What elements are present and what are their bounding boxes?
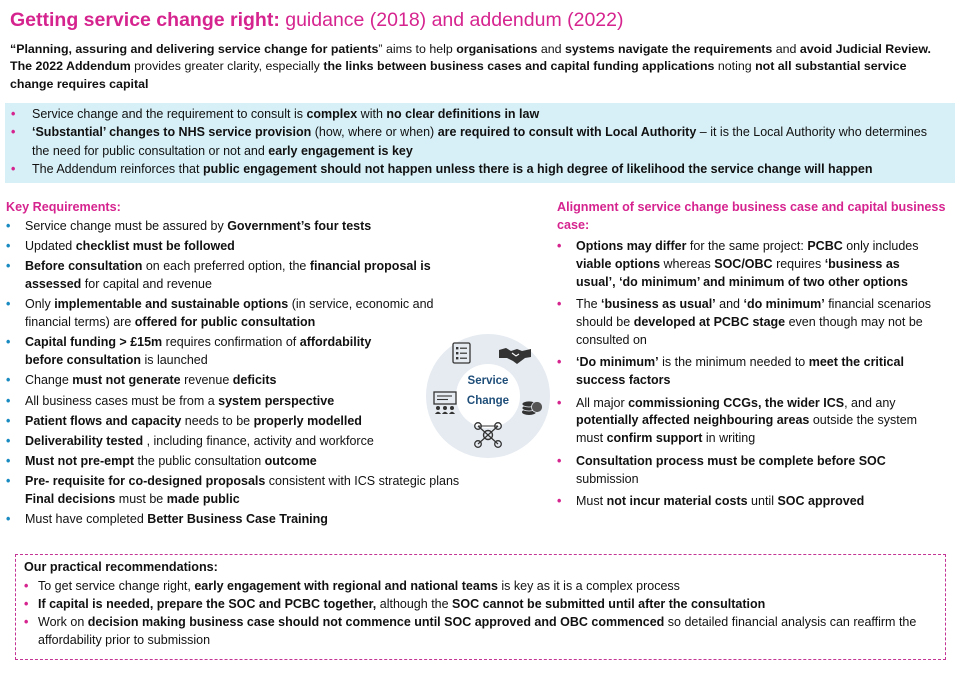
text-run: until [747, 494, 778, 509]
text-run-bold: affordability before consultation [25, 335, 372, 368]
text-run-bold: decision making business case should not commence until SOC approved and OBC commenced [87, 614, 665, 629]
rich-text [576, 454, 886, 486]
text-run: needs to be [181, 413, 254, 428]
text-run: revenue [180, 373, 233, 388]
text-run: requires [772, 256, 825, 271]
text-run: only includes [842, 238, 919, 253]
text-run-bold: ‘Do minimum’ [576, 355, 659, 370]
rich-text [25, 219, 371, 233]
rich-text [576, 355, 904, 387]
text-run: All major [576, 395, 629, 410]
text-run: Change [25, 373, 73, 388]
list-item [557, 453, 907, 489]
rich-text [25, 474, 459, 506]
text-run: , including finance, activity and workforce [143, 433, 374, 448]
rich-text [25, 373, 277, 387]
intro-paragraph [10, 41, 950, 93]
bullet-icon: • [6, 373, 11, 388]
list-item [6, 372, 496, 390]
text-run-bold: offered for public consultation [134, 315, 316, 330]
text-run-bold: ‘do minimum’ [743, 296, 825, 311]
rich-text [25, 512, 328, 526]
list-item [557, 395, 942, 449]
text-run-bold: confirm support [606, 431, 703, 446]
bullet-icon: • [6, 393, 11, 408]
bullet-icon: • [6, 335, 11, 350]
text-run: provides greater clarity, especially [130, 59, 324, 74]
text-run-bold: implementable and sustainable options [54, 297, 289, 312]
text-run: submission [576, 471, 639, 486]
text-run: even though may not be consulted on [576, 314, 923, 347]
bullet-icon: • [557, 296, 562, 311]
bullet-icon: • [557, 238, 562, 253]
list-item [6, 453, 496, 471]
coins-icon [520, 394, 544, 418]
list-item [557, 238, 942, 292]
text-run: consistent with ICS strategic plans [265, 474, 460, 489]
text-run-bold: not all substantial service change requires capital [10, 59, 907, 91]
text-run-bold: made public [166, 492, 240, 507]
text-run: with [357, 107, 387, 121]
text-run-bold: Consultation process must be complete before SOC [576, 453, 886, 468]
text-run: financial scenarios should be [576, 296, 932, 329]
text-run-bold: must not generate [72, 373, 181, 388]
text-run: noting [714, 59, 756, 74]
bullet-icon: • [24, 614, 29, 629]
text-run-bold: checklist must be followed [75, 239, 235, 254]
text-run: Updated [25, 239, 76, 254]
page-title [10, 7, 623, 34]
rich-text [38, 579, 680, 593]
text-run-bold: commissioning CCGs, the wider ICS [628, 395, 845, 410]
text-run: whereas [660, 256, 715, 271]
alignment-heading: Alignment of service change business case and capital business case: [557, 200, 946, 232]
text-run-bold: complex [306, 107, 358, 121]
text-run: and [537, 42, 566, 56]
text-run-bold: financial proposal is assessed [25, 259, 431, 292]
text-run-bold: early engagement with regional and national teams [194, 578, 498, 593]
text-run: and [772, 42, 800, 56]
text-run: Only [25, 297, 55, 312]
text-run: Work on [38, 614, 88, 629]
list-item [6, 433, 496, 451]
text-run-bold: not incur material costs [606, 494, 748, 509]
rich-text [25, 335, 371, 367]
text-run-bold: outcome [264, 454, 317, 469]
bullet-icon: • [11, 125, 16, 140]
text-run-bold: PCBC [807, 238, 843, 253]
text-run: Service change and the requirement to consult is [32, 107, 307, 121]
text-run: The [576, 296, 602, 311]
rich-text [25, 454, 317, 468]
list-item [6, 218, 496, 236]
diagram-label-service: Service [467, 375, 509, 387]
checklist-icon [451, 341, 473, 365]
bullet-icon: • [557, 395, 562, 410]
text-run-bold: developed at PCBC stage [633, 314, 786, 329]
list-item [557, 296, 942, 350]
highlight-item [11, 123, 947, 160]
text-run-bold: meet the critical success factors [576, 355, 904, 388]
text-run-bold: no clear definitions in law [386, 107, 540, 121]
text-run: To get service change right, [38, 578, 195, 593]
text-run: (how, where or when) [311, 125, 438, 140]
bullet-icon: • [6, 433, 11, 448]
text-run-bold: Options may differ [576, 238, 687, 253]
title-bold: Getting service change right: [10, 9, 280, 31]
network-icon [472, 420, 504, 450]
text-run: for capital and revenue [81, 277, 212, 292]
alignment-list [557, 238, 952, 511]
text-run-bold: avoid Judicial Review. The 2022 Addendum [10, 42, 931, 74]
key-requirements-heading: Key Requirements: [6, 200, 121, 214]
practical-heading: Our practical recommendations: [24, 560, 218, 574]
alignment-section [557, 199, 952, 516]
rich-text [25, 434, 374, 448]
text-run: must be [115, 492, 167, 507]
text-run-bold: SOC cannot be submitted until after the consultation [452, 596, 766, 611]
bullet-icon: • [11, 161, 16, 176]
text-run-bold: If capital is needed, prepare the SOC and PCBC together, [38, 596, 377, 611]
text-run: Must [576, 494, 607, 509]
text-run-bold: Before consultation [25, 259, 143, 274]
practical-list [24, 577, 935, 649]
bullet-icon: • [557, 494, 562, 509]
text-run: Service change must be assured by [25, 218, 228, 233]
presentation-icon [432, 390, 458, 414]
list-item [6, 413, 496, 431]
text-run-bold: Deliverability tested [25, 433, 144, 448]
text-run-bold: the links between business cases and capital funding applications [323, 59, 715, 74]
list-item [6, 511, 496, 529]
bullet-icon: • [6, 512, 11, 527]
text-run-bold: Must not pre-empt [25, 454, 135, 469]
rich-text [25, 297, 433, 329]
list-item [6, 473, 481, 509]
text-run-bold: Capital funding > £15m [25, 335, 163, 350]
list-item [557, 354, 942, 390]
list-item [557, 493, 952, 511]
bullet-icon: • [6, 218, 11, 233]
bullet-icon: • [6, 413, 11, 428]
list-item [6, 238, 496, 256]
text-run: , and any [844, 395, 896, 410]
text-run-bold: ‘business as usual’, ‘do minimum’ and minimum of two other options [576, 256, 908, 289]
bullet-icon: • [557, 355, 562, 370]
service-change-diagram [426, 334, 550, 458]
list-item [24, 613, 919, 649]
text-run: on each preferred option, the [142, 259, 310, 274]
text-run: outside the system must [576, 413, 918, 446]
text-run: although the [376, 596, 453, 611]
rich-text [25, 239, 235, 253]
text-run: Must have completed [25, 512, 148, 527]
bullet-icon: • [11, 107, 16, 121]
list-item [6, 393, 496, 411]
highlight-item [11, 160, 947, 178]
bullet-icon: • [6, 474, 11, 489]
text-run-bold: Pre- requisite for co-designed proposals [25, 474, 266, 489]
rich-text [38, 597, 765, 611]
bullet-icon: • [6, 454, 11, 469]
text-run: and [715, 296, 744, 311]
list-item [6, 296, 474, 332]
text-run-bold: potentially affected neighbouring areas [576, 413, 810, 428]
text-run-bold: ‘Substantial’ changes to NHS service provision [32, 125, 312, 140]
text-run: the public consultation [134, 454, 265, 469]
rich-text [32, 162, 873, 176]
rich-text [38, 615, 916, 647]
rich-text [576, 239, 919, 289]
text-run-bold: Patient flows and capacity [25, 413, 182, 428]
handshake-icon [498, 344, 532, 366]
text-run-bold: “Planning, assuring and delivering service change for patients [10, 42, 379, 56]
text-run-bold: early engagement is key [268, 143, 413, 158]
text-run: All business cases must be from a [25, 393, 219, 408]
text-run: The Addendum reinforces that [32, 161, 203, 176]
title-rest: guidance (2018) and addendum (2022) [279, 9, 624, 31]
text-run-bold: systems navigate the requirements [565, 42, 773, 56]
highlight-list [11, 105, 947, 178]
text-run-bold: Better Business Case Training [147, 512, 328, 527]
bullet-icon: • [24, 596, 29, 611]
key-requirements-section [6, 199, 496, 531]
rich-text [32, 125, 927, 157]
text-run: ” aims to help [378, 42, 457, 56]
text-run-bold: viable options [576, 256, 661, 271]
highlight-item [11, 105, 947, 123]
text-run-bold: ‘business as usual’ [601, 296, 716, 311]
list-item [6, 334, 411, 370]
text-run-bold: SOC/OBC [714, 256, 773, 271]
text-run-bold: system perspective [218, 393, 335, 408]
text-run-bold: Government’s four tests [227, 218, 372, 233]
text-run-bold: are required to consult with Local Authority [437, 125, 697, 140]
text-run: is the minimum needed to [658, 355, 809, 370]
text-run-bold: organisations [456, 42, 538, 56]
text-run-bold: public engagement should not happen unless there is a high degree of likelihood the service change will happen [202, 161, 873, 176]
bullet-icon: • [6, 239, 11, 254]
rich-text [25, 414, 362, 428]
rich-text [576, 494, 864, 508]
bullet-icon: • [24, 578, 29, 593]
rich-text [576, 297, 931, 347]
list-item [24, 577, 935, 595]
text-run-bold: deficits [232, 373, 277, 388]
diagram-label-change: Change [466, 395, 510, 407]
text-run: so detailed financial analysis can reaffirm the affordability prior to submission [38, 614, 917, 647]
text-run: is key as it is a complex process [497, 578, 680, 593]
text-run: – it is the Local Authority who determines the need for public consultation or not and [32, 125, 927, 158]
bullet-icon: • [557, 453, 562, 468]
text-run-bold: properly modelled [253, 413, 362, 428]
rich-text [25, 259, 431, 291]
text-run-bold: Final decisions [25, 492, 116, 507]
text-run: is launched [140, 353, 208, 368]
highlight-box [5, 103, 955, 183]
text-run: in writing [702, 431, 756, 446]
text-run: (in service, economic and financial terms) are [25, 297, 434, 330]
text-run: for the same project: [686, 238, 808, 253]
list-item [6, 258, 466, 294]
bullet-icon: • [6, 259, 11, 274]
rich-text [576, 396, 917, 446]
text-run: requires confirmation of [162, 335, 300, 350]
rich-text [25, 394, 334, 408]
list-item [24, 595, 935, 613]
bullet-icon: • [6, 297, 11, 312]
key-requirements-list [6, 218, 496, 529]
practical-recommendations-box [15, 554, 946, 660]
text-run-bold: SOC approved [777, 494, 865, 509]
rich-text [32, 107, 539, 121]
